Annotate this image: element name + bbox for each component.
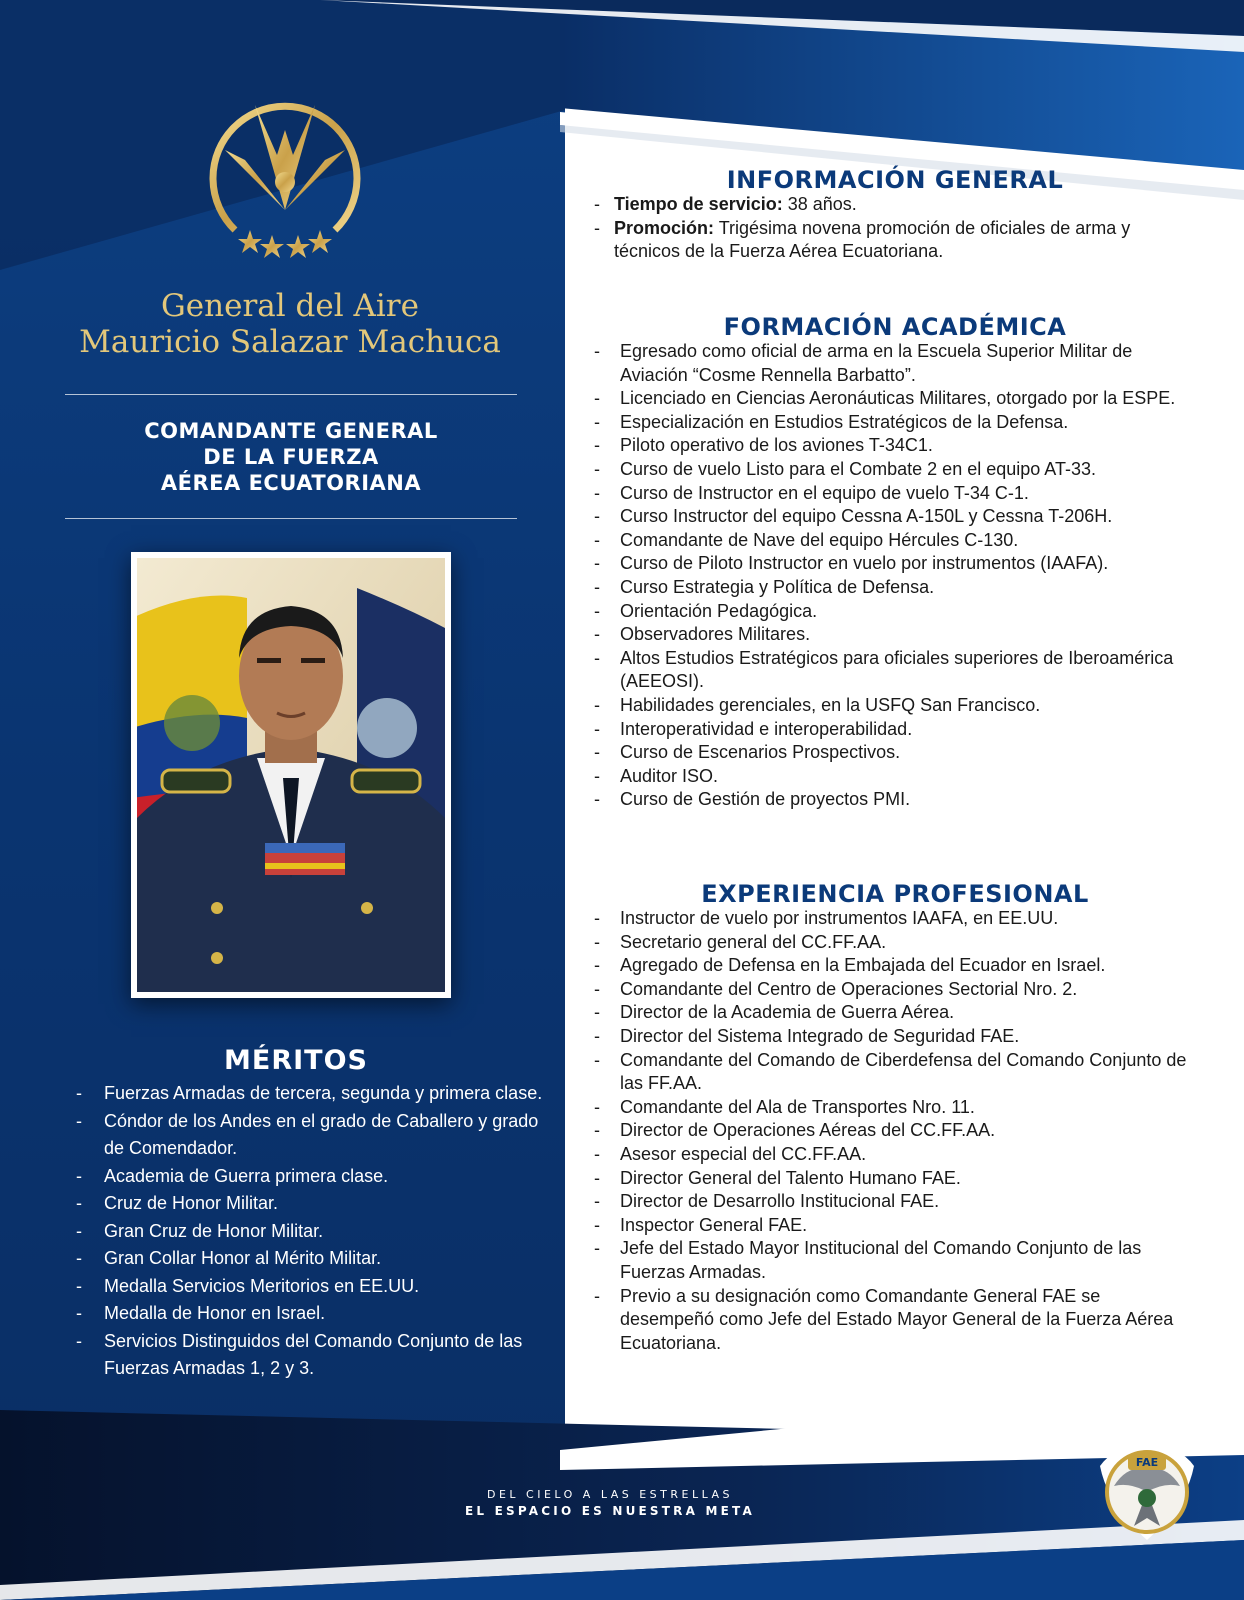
list-item: - Observadores Militares. — [592, 623, 1192, 647]
list-item: - Curso de vuelo Listo para el Combate 2 en el equipo AT-33. — [592, 458, 1192, 482]
name-rank-line: General del Aire — [161, 288, 419, 324]
list-item: - Comandante de Nave del equipo Hércules C-130. — [592, 529, 1192, 553]
list-item: - Gran Collar Honor al Mérito Militar. — [74, 1245, 544, 1273]
fae-eagle-shield-icon — [1094, 1436, 1200, 1546]
motto-line: DEL CIELO A LAS ESTRELLAS — [487, 1488, 733, 1501]
list-item: - Interoperatividad e interoperabilidad. — [592, 718, 1192, 742]
list-item: - Curso Estrategia y Política de Defensa. — [592, 576, 1192, 600]
fae-logo-text: FAE — [1135, 1456, 1159, 1469]
list-item: - Altos Estudios Estratégicos para oficiales superiores de Iberoamérica (AEEOSI). — [592, 647, 1192, 694]
list-item: - Comandante del Centro de Operaciones Sectorial Nro. 2. — [592, 978, 1192, 1002]
list-item: - Piloto operativo de los aviones T-34C1. — [592, 434, 1192, 458]
list-item: - Inspector General FAE. — [592, 1214, 1192, 1238]
list-item: - Instructor de vuelo por instrumentos IAAFA, en EE.UU. — [592, 907, 1192, 931]
list-item: - Comandante del Ala de Transportes Nro. 11. — [592, 1096, 1192, 1120]
list-item: - Habilidades gerenciales, en la USFQ San Francisco. — [592, 694, 1192, 718]
list-item: - Servicios Distinguidos del Comando Conjunto de las Fuerzas Armadas 1, 2 y 3. — [74, 1328, 544, 1383]
list-item: - Asesor especial del CC.FF.AA. — [592, 1143, 1192, 1167]
list-item: - Director General del Talento Humano FAE. — [592, 1167, 1192, 1191]
list-item: - Curso Instructor del equipo Cessna A-150L y Cessna T-206H. — [592, 505, 1192, 529]
list-item — [592, 217, 1192, 264]
meritos-title: MÉRITOS — [224, 1045, 368, 1076]
formacion-list — [592, 340, 1192, 812]
list-item: - Agregado de Defensa en la Embajada del Ecuador en Israel. — [592, 954, 1192, 978]
list-item: - Director del Sistema Integrado de Seguridad FAE. — [592, 1025, 1192, 1049]
list-item: - Medalla Servicios Meritorios en EE.UU. — [74, 1273, 544, 1301]
experiencia-list — [592, 907, 1192, 1355]
portrait-frame — [131, 552, 451, 998]
general-name — [65, 288, 515, 360]
list-item: - Director de la Academia de Guerra Aérea. — [592, 1001, 1192, 1025]
list-item: - Curso de Escenarios Prospectivos. — [592, 741, 1192, 765]
list-item: - Cóndor de los Andes en el grado de Caballero y grado de Comendador. — [74, 1108, 544, 1163]
list-item: - Orientación Pedagógica. — [592, 600, 1192, 624]
experiencia-title: EXPERIENCIA PROFESIONAL — [701, 880, 1089, 908]
list-item: - Previo a su designación como Comandante General FAE se desempeñó como Jefe del Estado Mayor General de la Fuerza Aérea Ecuatoriana. — [592, 1285, 1192, 1356]
position-title-line: DE LA FUERZA — [203, 445, 379, 469]
list-item: - Egresado como oficial de arma en la Escuela Superior Militar de Aviación “Cosme Rennella Barbatto”. — [592, 340, 1192, 387]
list-item: - Director de Operaciones Aéreas del CC.FF.AA. — [592, 1119, 1192, 1143]
list-item: - Secretario general del CC.FF.AA. — [592, 931, 1192, 955]
list-item: - Medalla de Honor en Israel. — [74, 1300, 544, 1328]
info-label: Tiempo de servicio: — [614, 194, 783, 214]
info-value: 38 años. — [787, 194, 857, 214]
general-portrait — [137, 558, 445, 992]
list-item: - Curso de Piloto Instructor en vuelo por instrumentos (IAAFA). — [592, 552, 1192, 576]
list-item: - Academia de Guerra primera clase. — [74, 1163, 544, 1191]
info-value: Trigésima novena promoción de oficiales de arma y técnicos de la Fuerza Aérea Ecuatoriana. — [614, 217, 1131, 262]
list-item: - Gran Cruz de Honor Militar. — [74, 1218, 544, 1246]
list-item: - Especialización en Estudios Estratégicos de la Defensa. — [592, 411, 1192, 435]
motto-line: EL ESPACIO ES NUESTRA META — [465, 1504, 755, 1518]
golden-eagle-stars-icon — [205, 90, 365, 265]
list-item: - Curso de Gestión de proyectos PMI. — [592, 788, 1192, 812]
list-item: - Curso de Instructor en el equipo de vuelo T-34 C-1. — [592, 482, 1192, 506]
list-item: - Licenciado en Ciencias Aeronáuticas Militares, otorgado por la ESPE. — [592, 387, 1192, 411]
info-label: Promoción: — [614, 217, 715, 238]
footer-motto — [420, 1487, 800, 1519]
divider-top — [65, 394, 517, 395]
list-item: - Fuerzas Armadas de tercera, segunda y primera clase. — [74, 1080, 544, 1108]
position-title-line: AÉREA ECUATORIANA — [160, 471, 422, 495]
name-full-line: Mauricio Salazar Machuca — [79, 324, 501, 360]
info-general-title: INFORMACIÓN GENERAL — [726, 166, 1064, 194]
list-item — [592, 193, 1192, 217]
info-general-list — [592, 193, 1192, 264]
position-title-line: COMANDANTE GENERAL — [144, 419, 438, 443]
formacion-title: FORMACIÓN ACADÉMICA — [723, 313, 1067, 341]
list-item: - Director de Desarrollo Institucional FAE. — [592, 1190, 1192, 1214]
divider-bottom — [65, 518, 517, 519]
meritos-list — [74, 1080, 544, 1383]
list-item: - Cruz de Honor Militar. — [74, 1190, 544, 1218]
list-item: - Auditor ISO. — [592, 765, 1192, 789]
list-item: - Jefe del Estado Mayor Institucional del Comando Conjunto de las Fuerzas Armadas. — [592, 1237, 1192, 1284]
list-item: - Comandante del Comando de Ciberdefensa del Comando Conjunto de las FF.AA. — [592, 1049, 1192, 1096]
position-title — [65, 418, 517, 496]
